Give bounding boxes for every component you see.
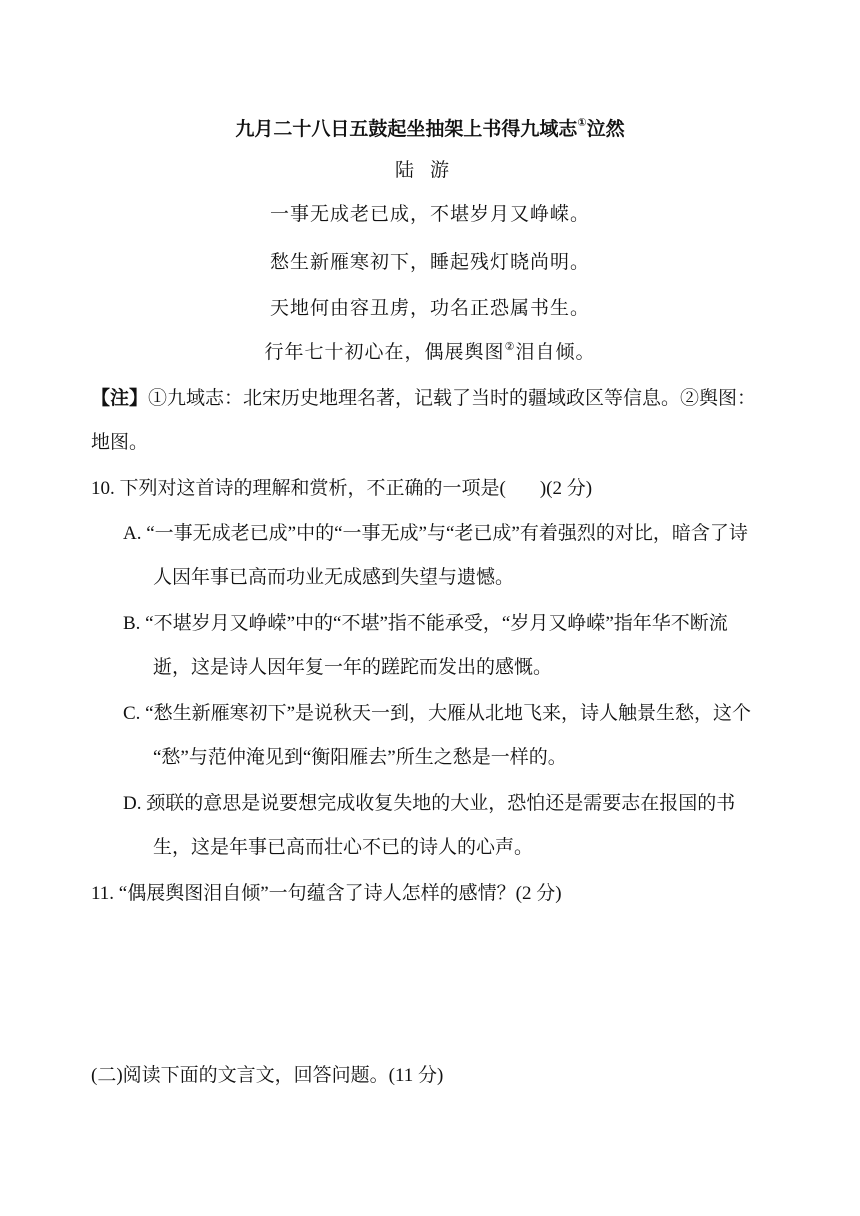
- footnote-mark-1: ①: [577, 116, 587, 129]
- option-c-line-1: C. “愁生新雁寒初下”是说秋天一到，大雁从北地飞来，诗人触景生愁，这个: [123, 703, 752, 724]
- poem-line-3: 天地何由容丑虏，功名正恐属书生。: [269, 298, 590, 319]
- option-c-line-2: “愁”与范仲淹见到“衡阳雁去”所生之愁是一样的。: [153, 747, 567, 768]
- question-10-stem: [91, 477, 592, 501]
- notes-text-1: ①九域志：北宋历史地理名著，记载了当时的疆域政区等信息。②舆图：: [148, 388, 757, 409]
- option-a-line-2: 人因年事已高而功业无成感到失望与遗憾。: [153, 567, 515, 588]
- poem-title: [0, 116, 860, 142]
- option-b-line-2: 逝，这是诗人因年复一年的蹉跎而发出的感慨。: [153, 657, 553, 678]
- answer-area[interactable]: [91, 915, 781, 1045]
- poem-line-4: [0, 340, 860, 366]
- section-2-heading: (二)阅读下面的文言文，回答问题。(11 分): [91, 1065, 444, 1086]
- poem-title-tail: 泣然: [586, 118, 625, 140]
- option-b-line-1: B. “不堪岁月又峥嵘”中的“不堪”指不能承受，“岁月又峥嵘”指年华不断流: [123, 613, 728, 634]
- option-a-line-1: A. “一事无成老已成”中的“一事无成”与“老已成”有着强烈的对比，暗含了诗: [123, 523, 748, 544]
- notes-line-1: [91, 387, 756, 411]
- poem-line-2: 愁生新雁寒初下，睡起残灯晓尚明。: [269, 252, 590, 273]
- option-d-line-1: D. 颈联的意思是说要想完成收复失地的大业，恐怕还是需要志在报国的书: [123, 793, 736, 814]
- option-d-line-2: 生，这是年事已高而壮心不已的诗人的心声。: [153, 837, 534, 858]
- poem-title-text: 九月二十八日五鼓起坐抽架上书得九域志: [235, 118, 578, 140]
- question-10-stem-tail: )(2 分): [539, 478, 593, 499]
- poem-line-4-head: 行年七十初心在，偶展舆图: [264, 342, 505, 363]
- notes-line-2: 地图。: [91, 432, 149, 453]
- poem-author: 陆游: [394, 160, 465, 181]
- question-10-stem-head: 10. 下列对这首诗的理解和赏析，不正确的一项是(: [91, 478, 506, 499]
- notes-label: 【注】: [91, 388, 149, 409]
- footnote-mark-2: ②: [504, 341, 516, 353]
- poem-line-4-tail: 泪自倾。: [515, 342, 596, 363]
- question-11-stem: 11. “偶展舆图泪自倾”一句蕴含了诗人怎样的感情？(2 分): [91, 883, 562, 904]
- poem-line-1: 一事无成老已成，不堪岁月又峥嵘。: [269, 204, 590, 225]
